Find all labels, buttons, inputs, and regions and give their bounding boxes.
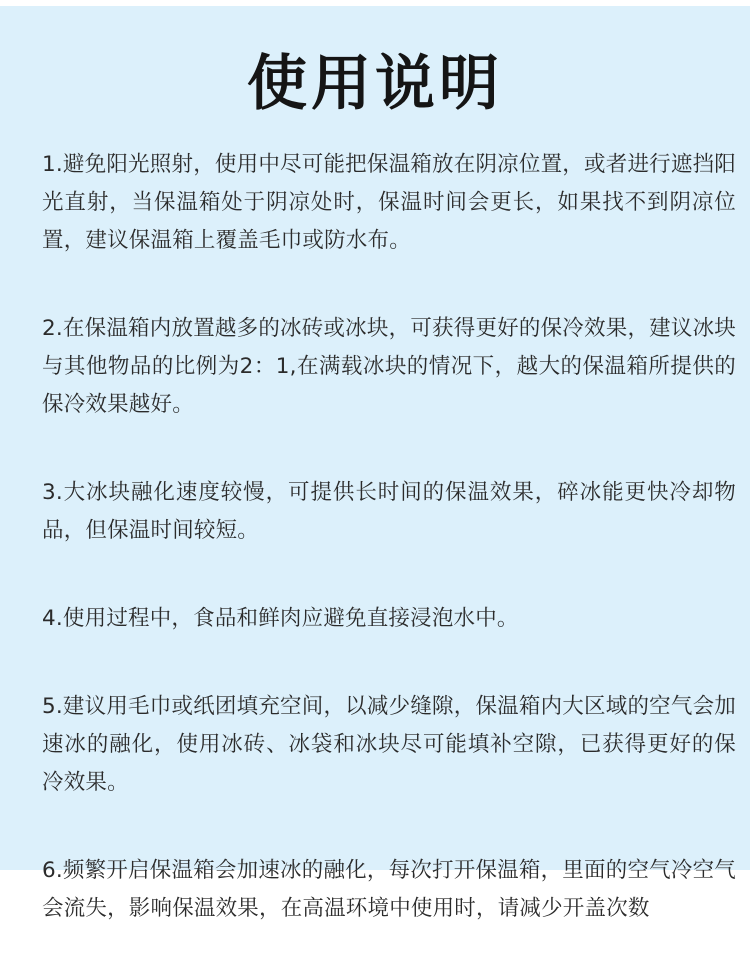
instruction-paragraph-2: 2.在保温箱内放置越多的冰砖或冰块，可获得更好的保冷效果，建议冰块与其他物品的比例为2：1,在满载冰块的情况下，越大的保温箱所提供的保冷效果越好。	[42, 316, 736, 417]
instruction-paragraph-5: 5.建议用毛巾或纸团填充空间，以减少缝隙，保温箱内大区域的空气会加速冰的融化，使用冰砖、冰袋和冰块尽可能填补空隙，已获得更好的保冷效果。	[42, 694, 736, 795]
instruction-paragraph-3: 3.大冰块融化速度较慢，可提供长时间的保温效果，碎冰能更快冷却物品，但保温时间较短。	[42, 480, 736, 543]
page-title: 使用说明	[247, 49, 503, 119]
instruction-paragraph-1: 1.避免阳光照射，使用中尽可能把保温箱放在阴凉位置，或者进行遮挡阳光直射，当保温箱处于阴凉处时，保温时间会更长，如果找不到阴凉位置，建议保温箱上覆盖毛巾或防水布。	[42, 152, 736, 253]
instruction-paragraph-4: 4.使用过程中，食品和鲜肉应避免直接浸泡水中。	[42, 606, 519, 631]
instructions-panel	[0, 6, 750, 921]
instructions-list	[42, 146, 736, 978]
instruction-paragraph-6: 6.频繁开启保温箱会加速冰的融化，每次打开保温箱，里面的空气冷空气会流失，影响保温效果，在高温环境中使用时，请减少开盖次数	[42, 858, 736, 921]
